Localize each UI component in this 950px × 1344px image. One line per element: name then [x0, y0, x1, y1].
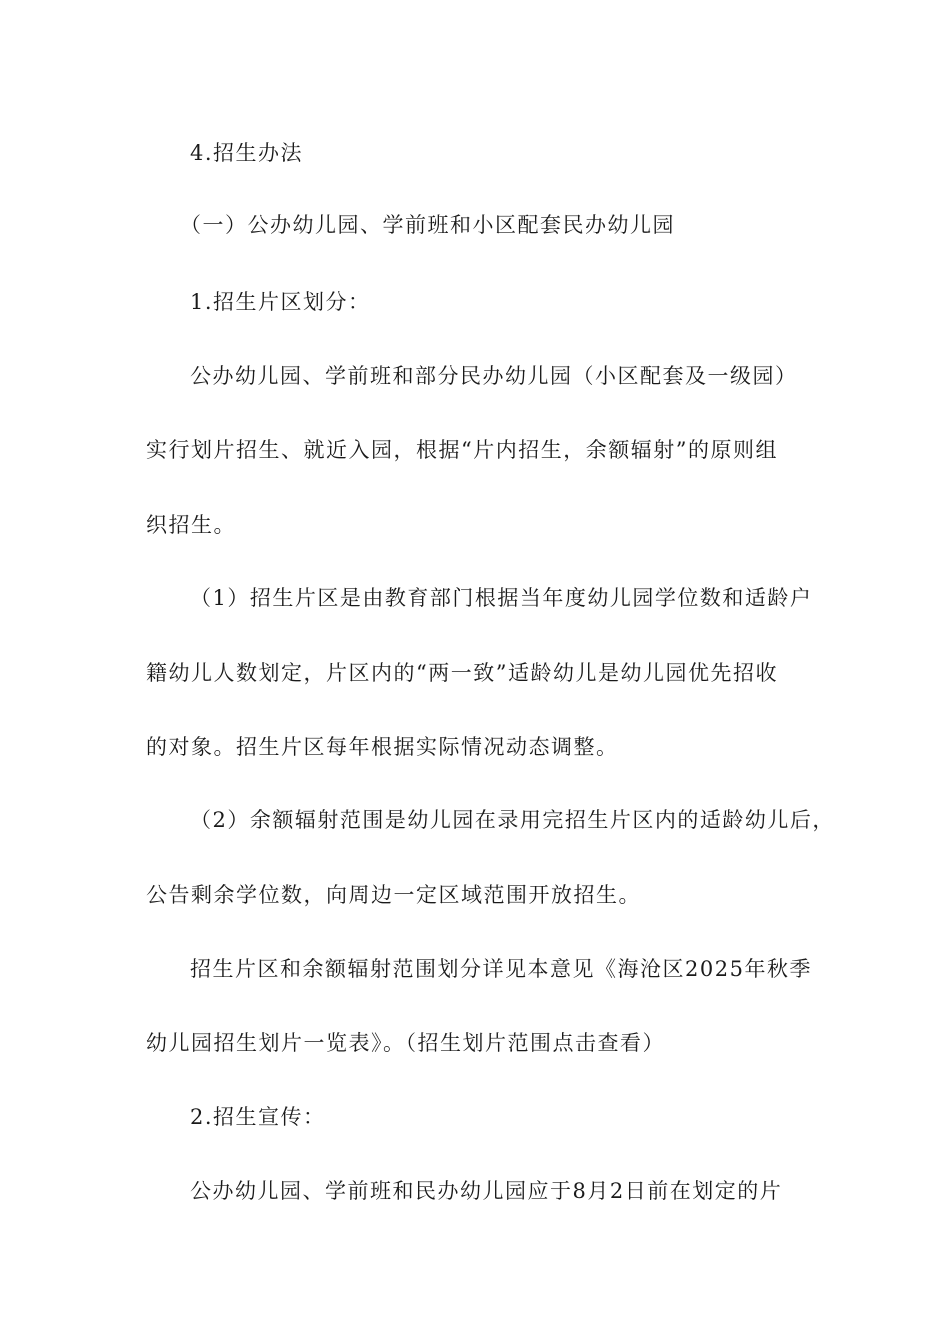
paragraph-line: 公办幼儿园、学前班和部分民办幼儿园（小区配套及一级园）	[190, 364, 798, 388]
paragraph-line: 的对象。招生片区每年根据实际情况动态调整。	[146, 735, 619, 759]
paragraph-line: 实行划片招生、就近入园，根据“片内招生，余额辐射”的原则组	[146, 438, 778, 462]
paragraph-line: 公办幼儿园、学前班和民办幼儿园应于8月2日前在划定的片	[190, 1179, 783, 1203]
paragraph-line: 幼儿园招生划片一览表》。（招生划片范围点击查看）	[146, 1031, 665, 1055]
paragraph-line: 织招生。	[146, 513, 236, 537]
paragraph-line: 公告剩余学位数，向周边一定区域范围开放招生。	[146, 883, 641, 907]
paragraph-line: 招生片区和余额辐射范围划分详见本意见《海沧区2025年秋季	[190, 957, 812, 981]
item-heading-enrollment-publicity: 2.招生宣传：	[190, 1105, 326, 1129]
item-heading-zone-division: 1.招生片区划分：	[190, 290, 371, 314]
paragraph-line: （2）余额辐射范围是幼儿园在录用完招生片区内的适龄幼儿后，	[190, 808, 835, 832]
section-heading-enrollment-method: 4.招生办法	[190, 141, 304, 165]
subsection-heading-public-kindergartens: （一）公办幼儿园、学前班和小区配套民办幼儿园	[180, 213, 675, 237]
paragraph-line: （1）招生片区是由教育部门根据当年度幼儿园学位数和适龄户	[190, 586, 813, 610]
paragraph-line: 籍幼儿人数划定，片区内的“两一致”适龄幼儿是幼儿园优先招收	[146, 661, 778, 685]
